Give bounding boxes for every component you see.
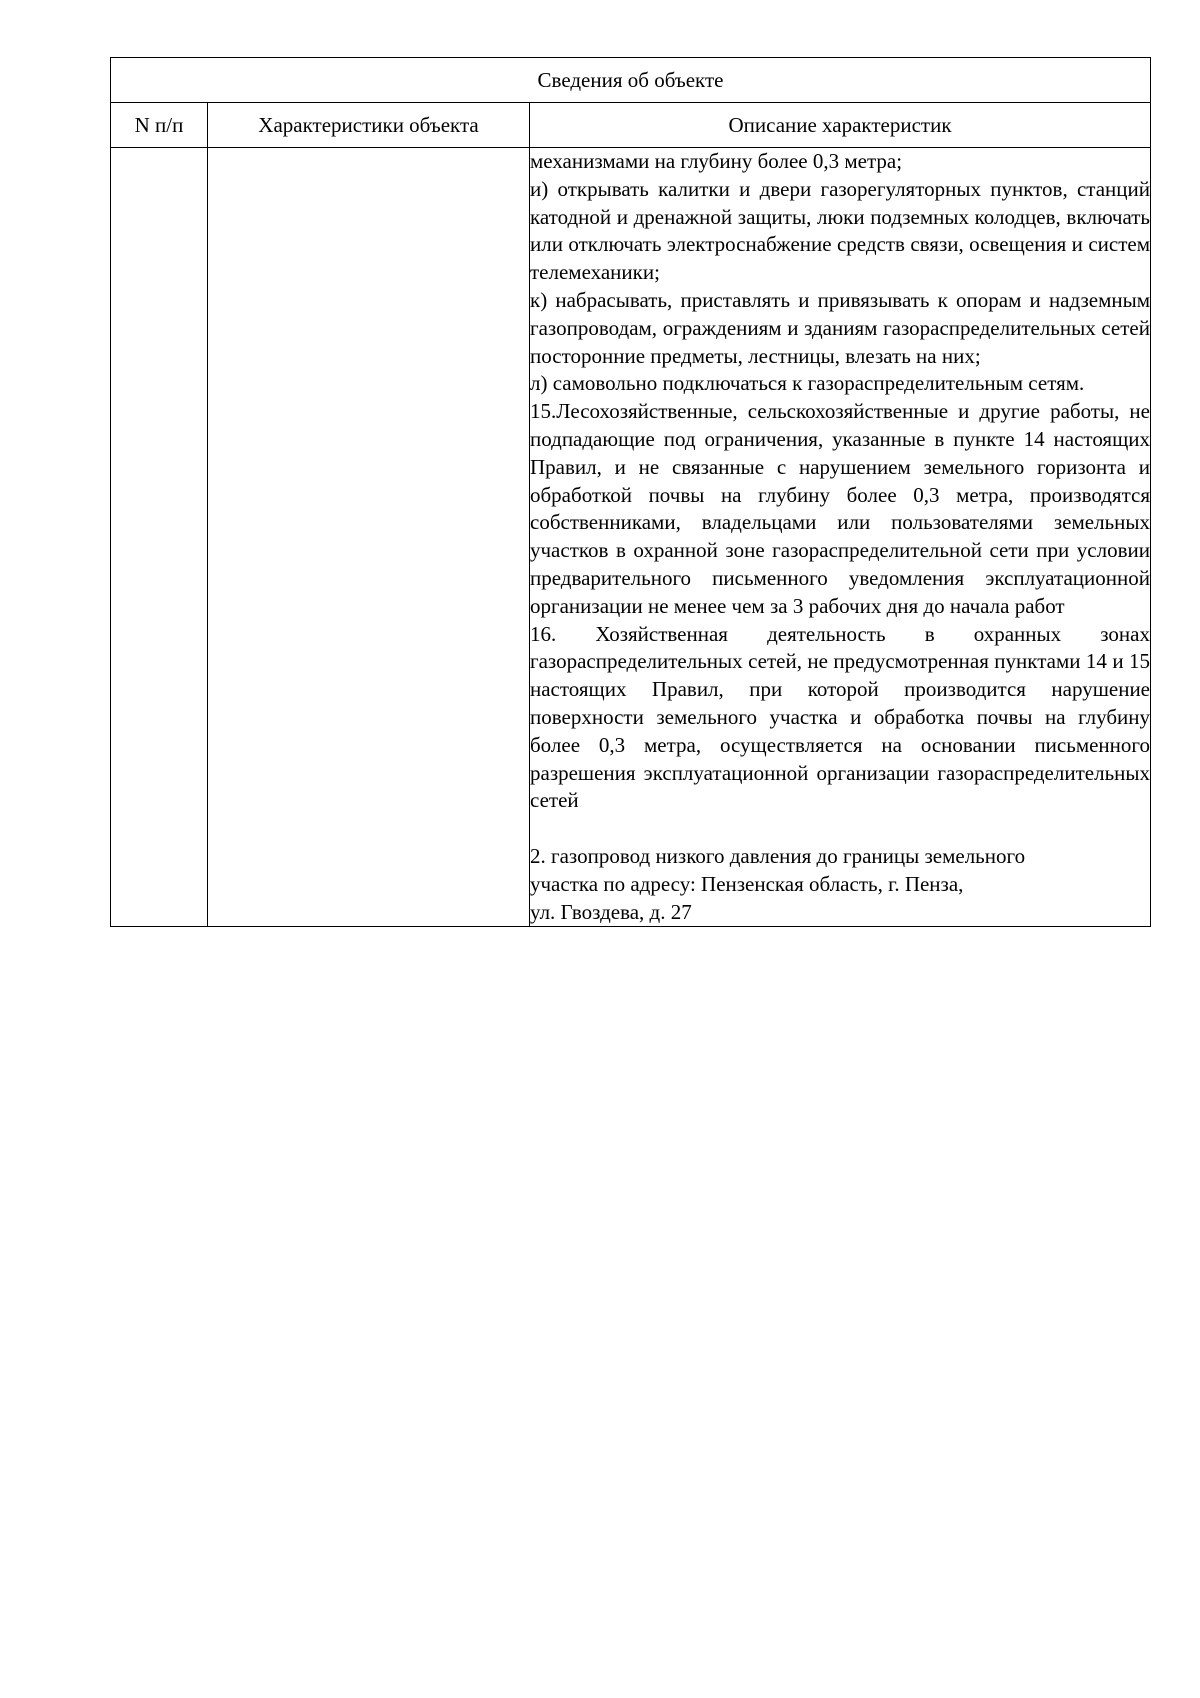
table-row (111, 148, 1151, 927)
cell-characteristics (208, 148, 530, 927)
description-paragraph: механизмами на глубину более 0,3 метра; (530, 149, 903, 173)
cell-num (111, 148, 208, 927)
description-paragraph: 16. Хозяйственная деятельность в охранных зонах газораспределительных сетей, не предусмотренная пунктами 14 и 15 настоящих Правил, при которой производится нарушение поверхности земельного участка и обработка почвы на глубину более 0,3 метра, осуществляется на основании письменного разрешения эксплуатационной организации газораспределительных сетей (530, 621, 1150, 813)
description-paragraph: 15.Лесохозяйственные, сельскохозяйственные и другие работы, не подпадающие под ограничения, указанные в пункте 14 настоящих Правил, и не связанные с нарушением земельного горизонта и обработкой почвы на глубину более 0,3 метра, производятся собственниками, владельцами или пользователями земельных участков в охранной зоне газораспределительной сети при условии предварительного письменного уведомления эксплуатационной организации не менее чем за 3 рабочих дня до начала работ (530, 399, 1150, 618)
address-line: участка по адресу: Пензенская область, г. Пенза, (530, 871, 964, 896)
table-title: Сведения об объекте (111, 58, 1151, 103)
object-info-table (110, 57, 1151, 927)
description-paragraph: л) самовольно подключаться к газораспределительным сетям. (530, 371, 1085, 396)
header-num: N п/п (111, 103, 208, 148)
description-paragraph: и) открывать калитки и двери газорегуляторных пунктов, станций катодной и дренажной защиты, люки подземных колодцев, включать или отключать электроснабжение средств связи, освещения и систем телемеханики; (530, 176, 1150, 285)
address-line: 2. газопровод низкого давления до границы земельного (530, 843, 1026, 868)
header-description: Описание характеристик (530, 103, 1151, 148)
description-paragraph: к) набрасывать, приставлять и привязывать к опорам и надземным газопроводам, ограждениям и зданиям газораспределительных сетей посторонние предметы, лестницы, влезать на них; (530, 287, 1150, 368)
header-characteristics: Характеристики объекта (208, 103, 530, 148)
address-line: ул. Гвоздева, д. 27 (530, 899, 692, 924)
address-block (530, 843, 1150, 926)
cell-description (530, 148, 1151, 927)
